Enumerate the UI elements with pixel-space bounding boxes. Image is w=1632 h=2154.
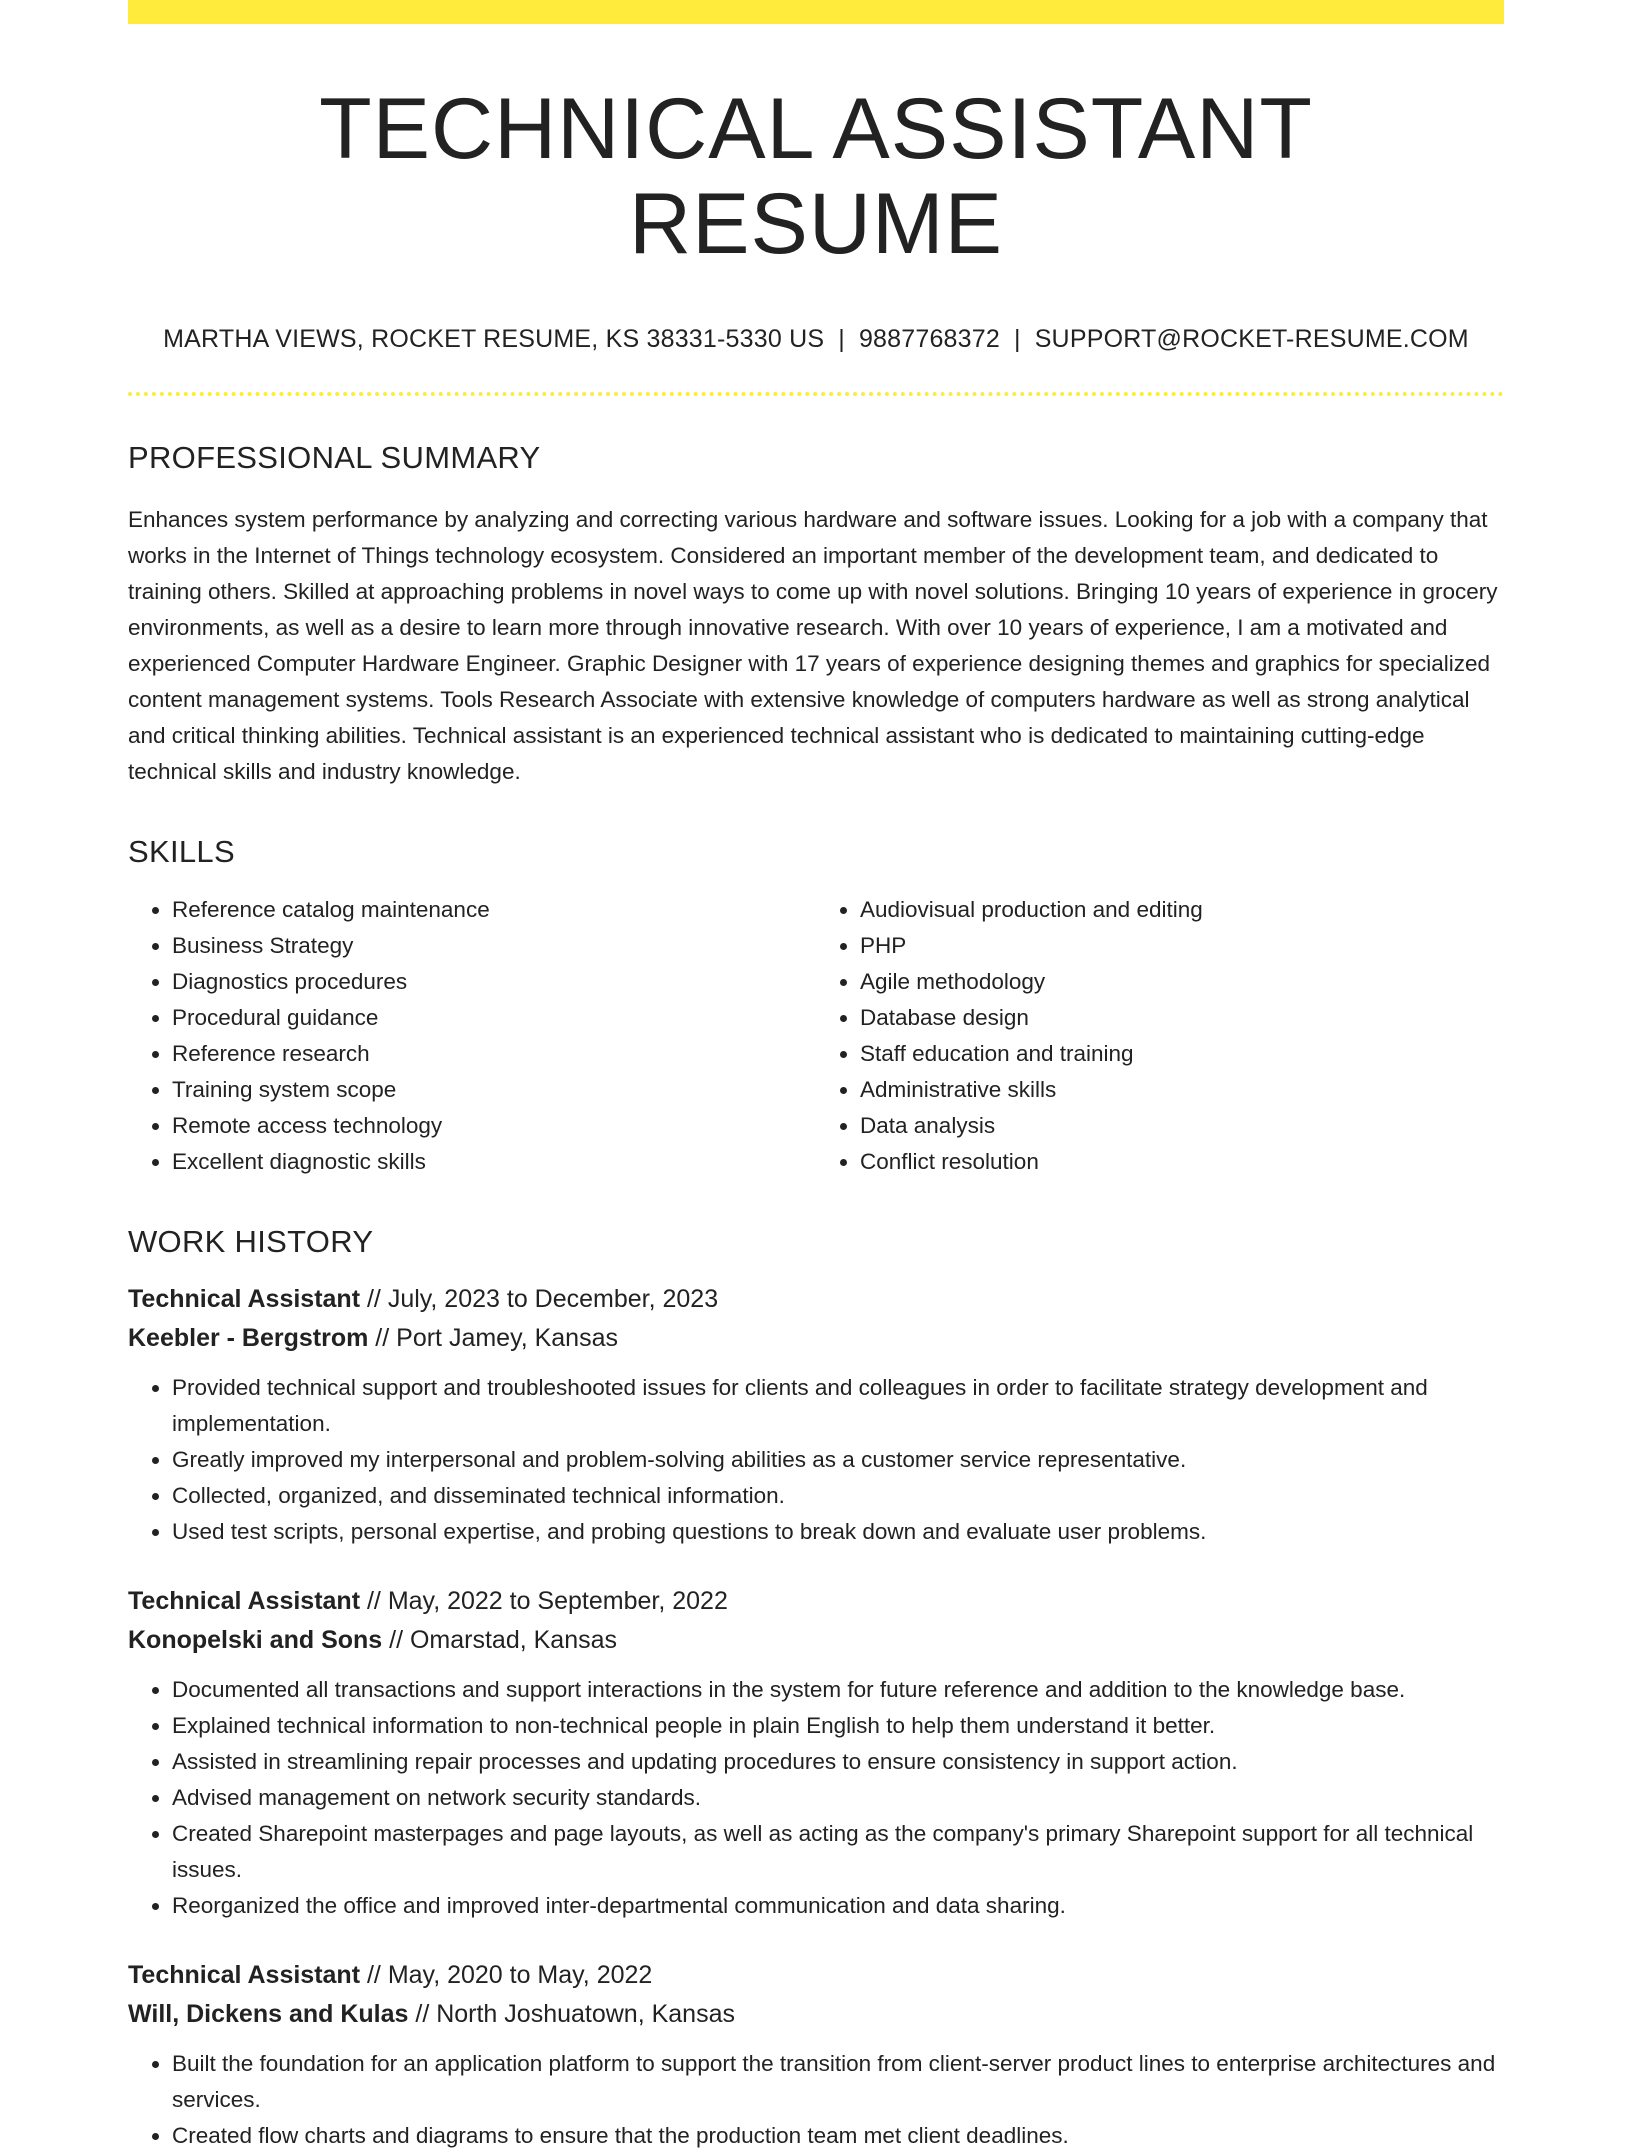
job-bullet: • Explained technical information to non-technical people in plain English to help them understand it better. xyxy=(172,1708,1504,1744)
skills-column-right xyxy=(816,892,1504,1180)
skills-column-left xyxy=(128,892,816,1180)
job-bullets xyxy=(128,1370,1504,1550)
job-title: Technical Assistant xyxy=(128,1285,361,1314)
job-company: Konopelski and Sons xyxy=(128,1626,383,1655)
contact-separator: | xyxy=(838,325,845,354)
job-company-line xyxy=(128,1995,1504,2034)
skill-item: • Administrative skills xyxy=(860,1072,1504,1108)
skill-item: • Audiovisual production and editing xyxy=(860,892,1504,928)
job-bullet: • Created Sharepoint masterpages and page layouts, as well as acting as the company's primary Sharepoint support for all technical issues. xyxy=(172,1816,1504,1888)
skill-item: • Excellent diagnostic skills xyxy=(172,1144,816,1180)
job-company: Keebler - Bergstrom xyxy=(128,1324,369,1353)
job-entry xyxy=(128,1280,1504,1550)
skills-heading: SKILLS xyxy=(128,834,235,870)
job-location: // North Joshuatown, Kansas xyxy=(408,2000,735,2029)
skill-item: • Business Strategy xyxy=(172,928,816,964)
job-title-line xyxy=(128,1280,1504,1319)
skill-item: • Staff education and training xyxy=(860,1036,1504,1072)
resume-title: TECHNICAL ASSISTANT RESUME xyxy=(319,81,1313,272)
summary-heading: PROFESSIONAL SUMMARY xyxy=(128,440,541,476)
job-bullet: • Created flow charts and diagrams to ensure that the production team met client deadlines. xyxy=(172,2118,1504,2154)
job-title-line xyxy=(128,1582,1504,1621)
job-bullet: • Reorganized the office and improved inter-departmental communication and data sharing. xyxy=(172,1888,1504,1924)
skill-item: • Diagnostics procedures xyxy=(172,964,816,1000)
job-bullet: • Provided technical support and troubleshooted issues for clients and colleagues in order to facilitate strategy development and implementation. xyxy=(172,1370,1504,1442)
job-bullet: • Used test scripts, personal expertise, and probing questions to break down and evaluate user problems. xyxy=(172,1514,1504,1550)
job-company-line xyxy=(128,1621,1504,1660)
skill-item: • Reference catalog maintenance xyxy=(172,892,816,928)
job-bullets xyxy=(128,1672,1504,1924)
job-bullet: • Documented all transactions and support interactions in the system for future reference and addition to the knowledge base. xyxy=(172,1672,1504,1708)
job-title: Technical Assistant xyxy=(128,1587,361,1616)
skill-item: • Procedural guidance xyxy=(172,1000,816,1036)
job-location: // Port Jamey, Kansas xyxy=(368,1324,618,1353)
skill-item: • Conflict resolution xyxy=(860,1144,1504,1180)
job-company-line xyxy=(128,1319,1504,1358)
job-entry xyxy=(128,1582,1504,1924)
contact-address: MARTHA VIEWS, ROCKET RESUME, KS 38331-5330 US xyxy=(163,325,825,354)
summary-text: Enhances system performance by analyzing and correcting various hardware and software issues. Looking for a job with a company that works in the Internet of Things technology ecosystem. Considered an important member of the development team, and dedicated to training others. Skilled at approaching problems in novel ways to come up with novel solutions. Bringing 10 years of experience in grocery environments, as well as a desire to learn more through innovative research. With over 10 years of experience, I am a motivated and experienced Computer Hardware Engineer. Graphic Designer with 17 years of experience designing themes and graphics for specialized content management systems. Tools Research Associate with extensive knowledge of computers hardware as well as strong analytical and critical thinking abilities. Technical assistant is an experienced technical assistant who is dedicated to maintaining cutting-edge technical skills and industry knowledge. xyxy=(128,507,1498,785)
skill-item: • PHP xyxy=(860,928,1504,964)
contact-separator: | xyxy=(1013,325,1021,354)
skill-item: • Agile methodology xyxy=(860,964,1504,1000)
job-location: // Omarstad, Kansas xyxy=(382,1626,618,1655)
skill-item: • Reference research xyxy=(172,1036,816,1072)
job-dates: // May, 2020 to May, 2022 xyxy=(360,1961,653,1990)
skill-item: • Data analysis xyxy=(860,1108,1504,1144)
job-bullet: • Greatly improved my interpersonal and problem-solving abilities as a customer service representative. xyxy=(172,1442,1504,1478)
skill-item: • Training system scope xyxy=(172,1072,816,1108)
job-bullet: • Collected, organized, and disseminated technical information. xyxy=(172,1478,1504,1514)
job-title: Technical Assistant xyxy=(128,1961,361,1990)
job-entry xyxy=(128,1956,1504,2154)
work-history-heading: WORK HISTORY xyxy=(128,1224,374,1260)
resume-page xyxy=(128,0,1504,2154)
skill-item: • Remote access technology xyxy=(172,1108,816,1144)
job-company: Will, Dickens and Kulas xyxy=(128,2000,409,2029)
contact-phone: 9887768372 xyxy=(858,325,1000,354)
job-title-line xyxy=(128,1956,1504,1995)
skills-list xyxy=(128,892,1504,1180)
job-bullet: • Assisted in streamlining repair processes and updating procedures to ensure consistency in support action. xyxy=(172,1744,1504,1780)
top-accent-bar xyxy=(128,0,1504,24)
contact-line xyxy=(128,325,1504,354)
job-bullet: • Built the foundation for an application platform to support the transition from client-server product lines to enterprise architectures and services. xyxy=(172,2046,1504,2118)
job-dates: // May, 2022 to September, 2022 xyxy=(360,1587,728,1616)
skill-item: • Database design xyxy=(860,1000,1504,1036)
contact-email: SUPPORT@ROCKET-RESUME.COM xyxy=(1034,325,1469,354)
job-bullets xyxy=(128,2046,1504,2154)
job-dates: // July, 2023 to December, 2023 xyxy=(360,1285,719,1314)
dotted-divider xyxy=(128,392,1504,396)
job-bullet: • Advised management on network security standards. xyxy=(172,1780,1504,1816)
